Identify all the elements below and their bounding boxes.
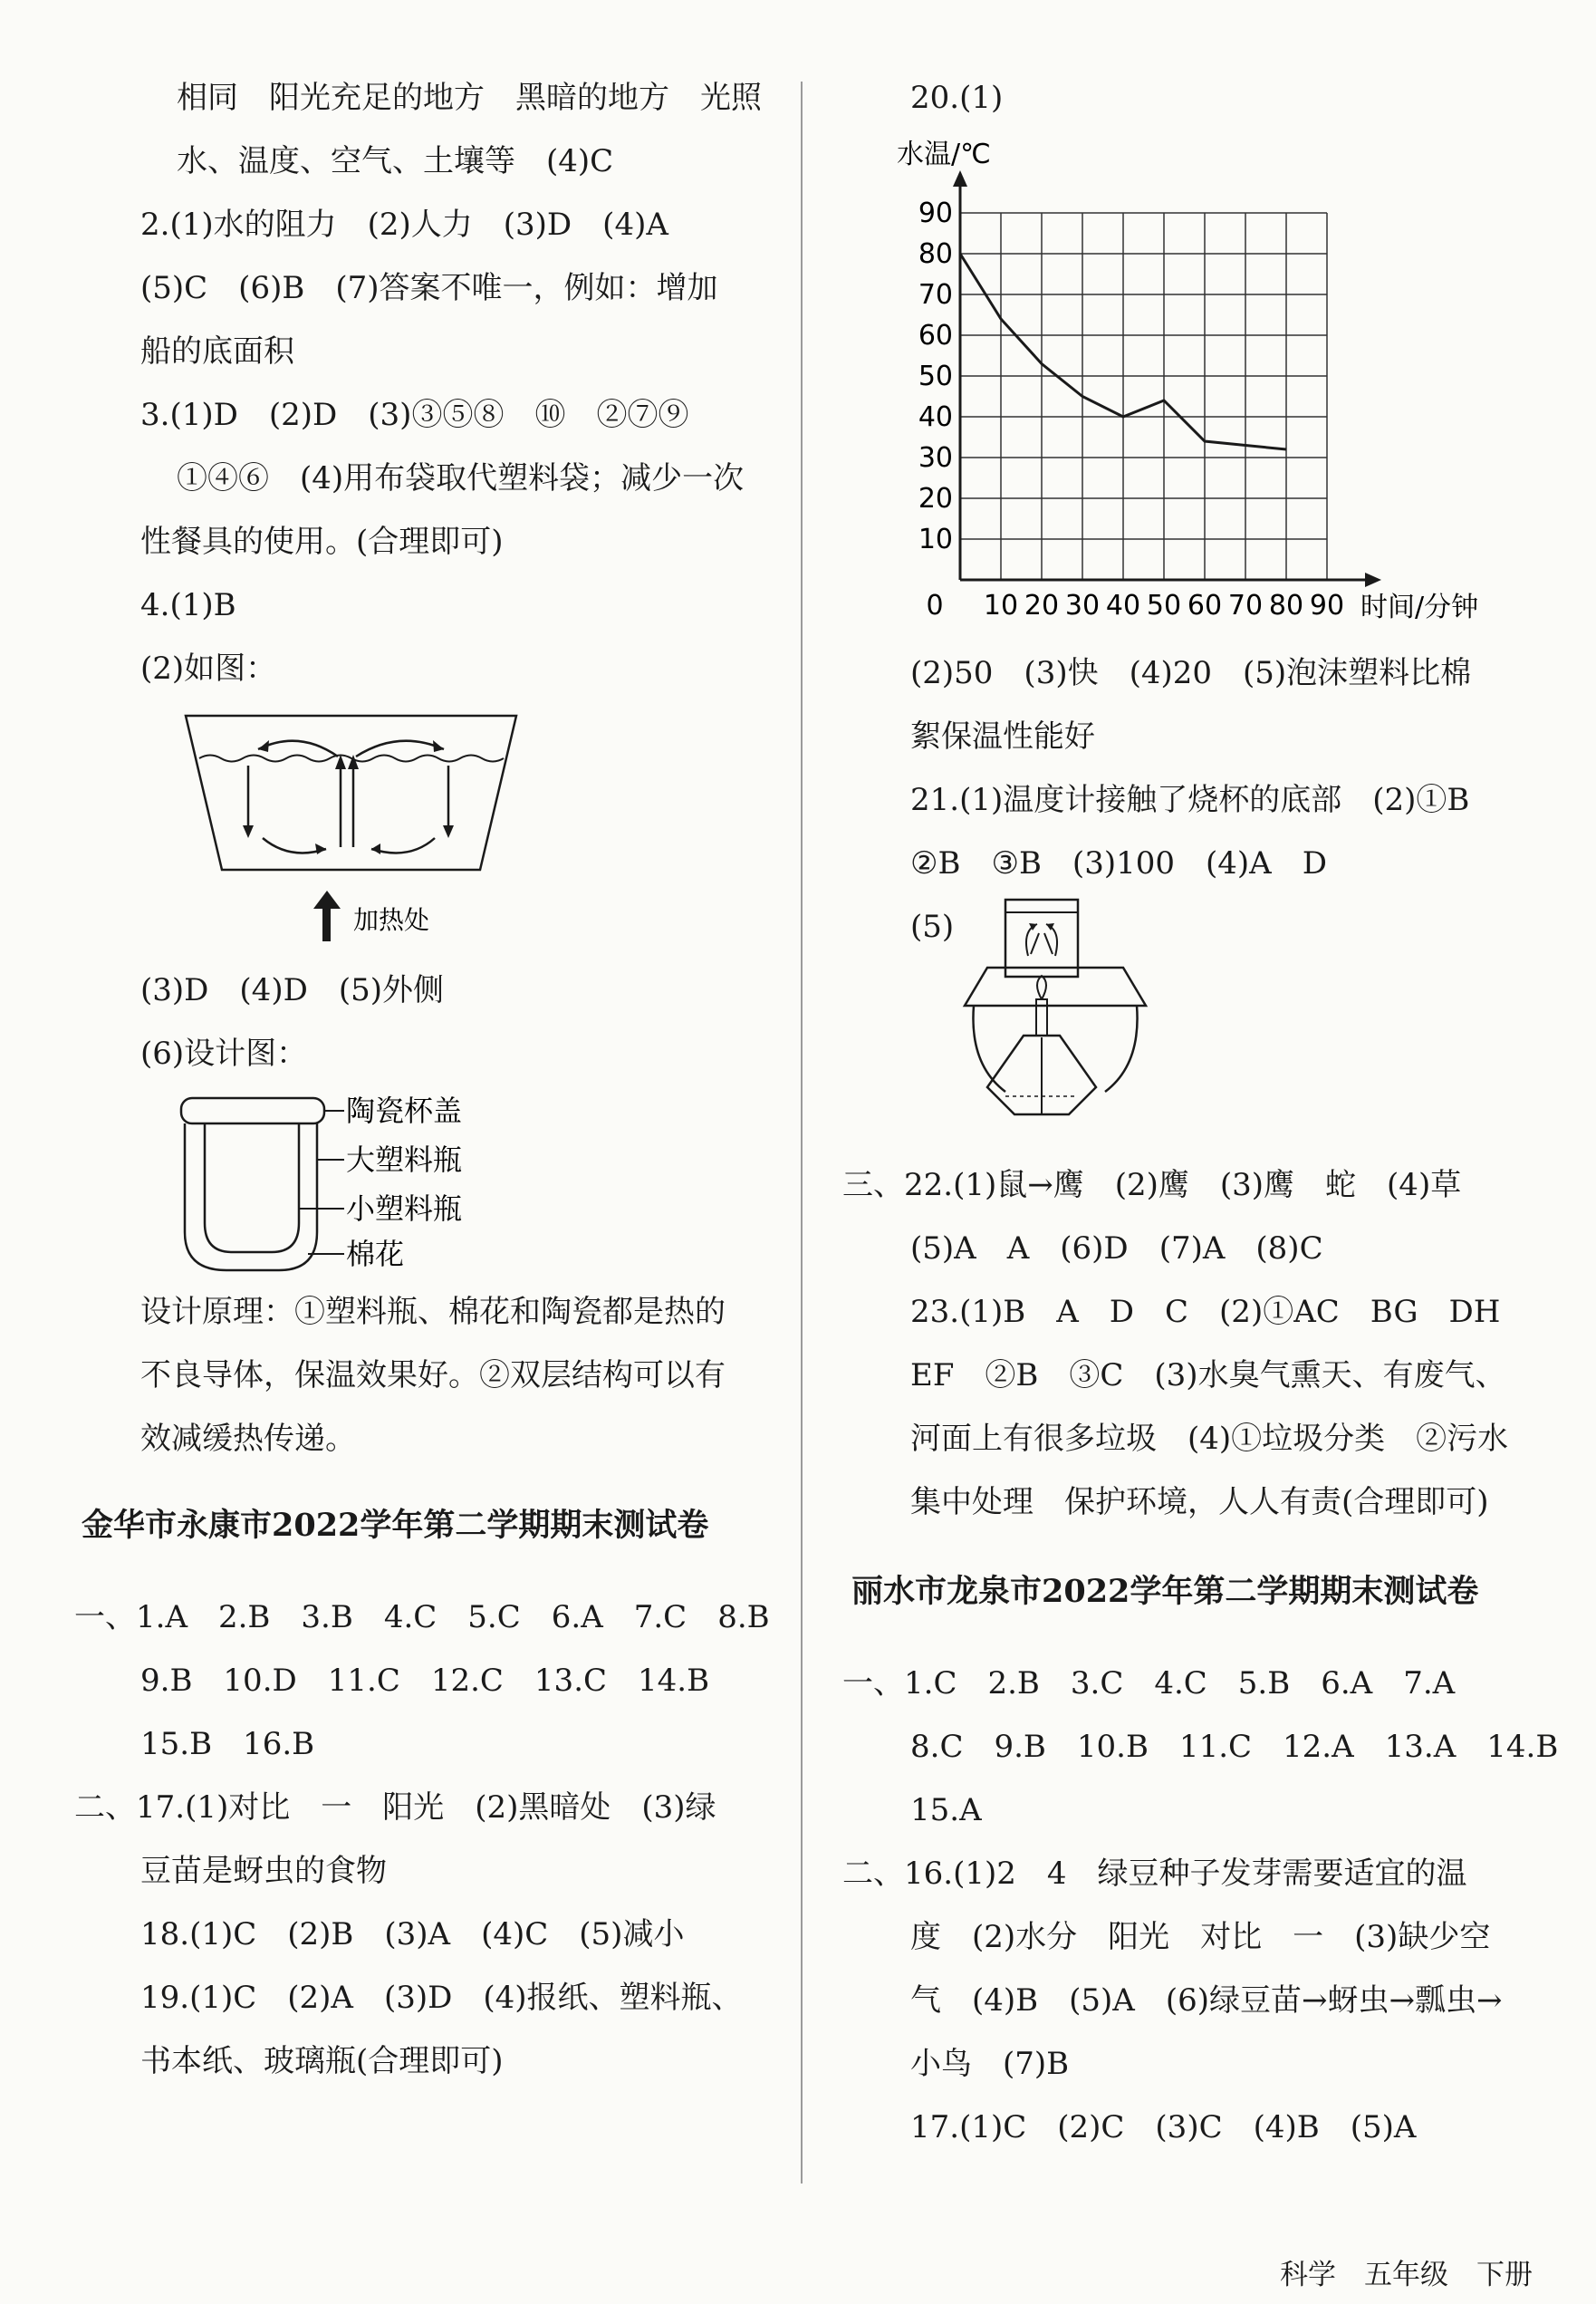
y-tick-label: 10: [918, 524, 953, 555]
answer-line: (5)A A (6)D (7)A (8)C: [910, 1230, 1323, 1267]
answer-line: 18.(1)C (2)B (3)A (4)C (5)减小: [140, 1916, 685, 1952]
x-tick-label: 50: [1146, 590, 1182, 622]
small-bottle-label: 小塑料瓶: [346, 1191, 463, 1226]
answer-line: 气 (4)B (5)A (6)绿豆苗→蚜虫→瓢虫→: [910, 1982, 1503, 2019]
answer-line: (5)C (6)B (7)答案不唯一，例如：增加: [140, 270, 718, 306]
chart-grid: [960, 213, 1327, 580]
answer-line: 二、16.(1)2 4 绿豆种子发芽需要适宜的温: [842, 1856, 1467, 1892]
answer-line: (2)50 (3)快 (4)20 (5)泡沫塑料比棉: [910, 655, 1472, 691]
answer-line: 4.(1)B: [140, 587, 236, 623]
heating-label: 加热处: [353, 905, 430, 935]
water-temperature-chart: [888, 127, 1522, 634]
answer-line: 效减缓热传递。: [140, 1421, 356, 1457]
x-tick-label: 40: [1105, 590, 1141, 622]
thermos-design-diagram: [172, 1087, 516, 1282]
answer-line: 相同 阳光充足的地方 黑暗的地方 光照: [177, 80, 762, 116]
x-tick-label: 20: [1024, 590, 1060, 622]
question-label: 20.(1): [910, 80, 1004, 116]
y-tick-label: 70: [918, 279, 953, 311]
answer-line: ①④⑥ (4)用布袋取代塑料袋；减少一次: [177, 460, 745, 496]
cup-lid-label: 陶瓷杯盖: [346, 1094, 463, 1128]
chart-ticks: [918, 198, 1344, 622]
answer-line: 絮保温性能好: [910, 718, 1095, 755]
x-tick-label: 60: [1187, 590, 1223, 622]
answer-line: 水、温度、空气、土壤等 (4)C: [177, 143, 614, 179]
answer-line: 二、17.(1)对比 一 阳光 (2)黑暗处 (3)绿: [74, 1789, 716, 1826]
answer-line: 不良导体，保温效果好。②双层结构可以有: [140, 1357, 726, 1393]
answer-line: 19.(1)C (2)A (3)D (4)报纸、塑料瓶、: [140, 1980, 743, 2016]
y-tick-label: 80: [918, 238, 953, 270]
answer-line: 设计原理：①塑料瓶、棉花和陶瓷都是热的: [140, 1294, 726, 1330]
answer-line: 书本纸、玻璃瓶(合理即可): [140, 2043, 504, 2079]
big-bottle-label: 大塑料瓶: [346, 1142, 463, 1177]
answer-line: (2)如图：: [140, 651, 277, 687]
answer-line: EF ②B ③C (3)水臭气熏天、有废气、: [910, 1357, 1506, 1393]
answer-line: 性餐具的使用。(合理即可): [140, 524, 504, 560]
x-axis-label: 时间/分钟: [1360, 592, 1479, 623]
answer-line: 15.B 16.B: [140, 1726, 315, 1762]
x-tick-label: 30: [1064, 590, 1101, 622]
answer-line: 度 (2)水分 阳光 对比 一 (3)缺少空: [910, 1919, 1491, 1955]
answer-line: 21.(1)温度计接触了烧杯的底部 (2)①B: [910, 782, 1470, 818]
chart-axes: [953, 170, 1381, 587]
answer-line: 8.C 9.B 10.B 11.C 12.A 13.A 14.B: [910, 1729, 1559, 1765]
answer-line: 一、1.C 2.B 3.C 4.C 5.B 6.A 7.A: [842, 1665, 1456, 1701]
column-divider: [801, 82, 803, 2183]
y-axis-arrow: [953, 170, 967, 187]
answer-line: 小鸟 (7)B: [910, 2046, 1070, 2082]
exam-title: 丽水市龙泉市2022学年第二学期期末测试卷: [851, 1573, 1479, 1610]
answer-line: 三、22.(1)鼠→鹰 (2)鹰 (3)鹰 蛇 (4)草: [842, 1167, 1462, 1203]
x-tick-label: 90: [1309, 590, 1345, 622]
answer-line: (3)D (4)D (5)外侧: [140, 972, 445, 1008]
answer-line: 集中处理 保护环境，人人有责(合理即可): [910, 1484, 1489, 1520]
x-axis-arrow: [1365, 573, 1381, 587]
heating-apparatus-diagram: [951, 892, 1168, 1137]
answer-line: (5): [910, 909, 955, 945]
x-tick-label: 0: [926, 590, 944, 622]
answer-line: ②B ③B (3)100 (4)A D: [910, 845, 1327, 882]
answer-line: 15.A: [910, 1792, 982, 1828]
answer-line: 3.(1)D (2)D (3)③⑤⑧ ⑩ ②⑦⑨: [140, 397, 689, 433]
convection-diagram: [172, 702, 553, 951]
answer-line: 9.B 10.D 11.C 12.C 13.C 14.B: [140, 1663, 710, 1699]
y-tick-label: 60: [918, 320, 953, 352]
page-footer: 科学 五年级 下册: [1280, 2259, 1533, 2291]
answer-line: 17.(1)C (2)C (3)C (4)B (5)A: [910, 2109, 1417, 2145]
answer-line: (6)设计图：: [140, 1036, 308, 1072]
cotton-label: 棉花: [346, 1237, 405, 1271]
y-tick-label: 90: [918, 198, 953, 229]
answer-line: 2.(1)水的阻力 (2)人力 (3)D (4)A: [140, 207, 668, 243]
x-tick-label: 10: [983, 590, 1019, 622]
answer-line: 河面上有很多垃圾 (4)①垃圾分类 ②污水: [910, 1421, 1509, 1457]
y-tick-label: 20: [918, 483, 953, 515]
exam-title: 金华市永康市2022学年第二学期期末测试卷: [82, 1507, 709, 1544]
x-tick-label: 70: [1227, 590, 1264, 622]
y-tick-label: 30: [918, 442, 953, 474]
y-tick-label: 50: [918, 361, 953, 392]
answer-line: 一、1.A 2.B 3.B 4.C 5.C 6.A 7.C 8.B: [74, 1599, 770, 1635]
x-tick-label: 80: [1268, 590, 1304, 622]
answer-line: 23.(1)B A D C (2)①AC BG DH: [910, 1294, 1501, 1330]
y-axis-label: 水温/℃: [897, 139, 991, 170]
answer-line: 豆苗是蚜虫的食物: [140, 1853, 387, 1889]
y-tick-label: 40: [918, 401, 953, 433]
answer-line: 船的底面积: [140, 333, 294, 370]
